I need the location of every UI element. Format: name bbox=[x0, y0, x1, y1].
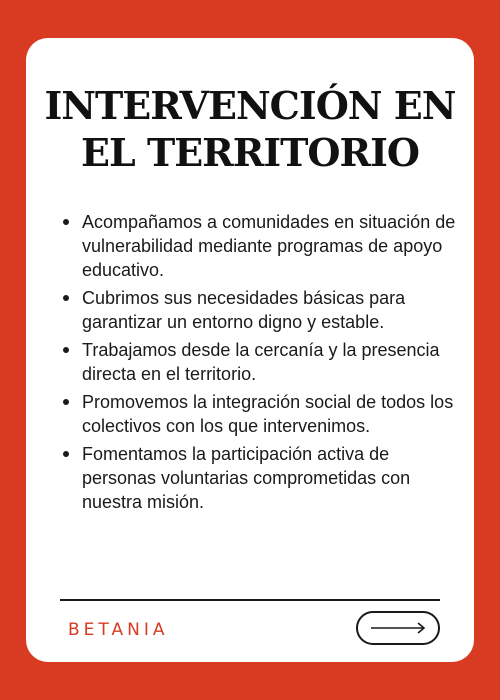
list-item bbox=[82, 286, 460, 334]
list-item bbox=[82, 442, 460, 514]
list-item-text: Cubrimos sus necesidades básicas para garantizar un entorno digno y estable. bbox=[82, 288, 406, 332]
title-line-2: EL TERRITORIO bbox=[81, 130, 419, 175]
bullet-dot-icon bbox=[63, 451, 69, 457]
list-item-text: Trabajamos desde la cercanía y la presencia directa en el territorio. bbox=[82, 340, 440, 384]
content-card bbox=[26, 38, 474, 662]
list-item bbox=[82, 390, 460, 438]
bullet-dot-icon bbox=[63, 399, 69, 405]
bullet-dot-icon bbox=[63, 219, 69, 225]
list-item-text: Fomentamos la participación activa de personas voluntarias comprometidas con nuestra misión. bbox=[82, 444, 411, 512]
page-title bbox=[26, 82, 474, 176]
title-line-1: INTERVENCIÓN EN bbox=[44, 83, 456, 128]
arrow-right-icon bbox=[369, 621, 427, 635]
footer-divider bbox=[60, 599, 440, 601]
next-button[interactable] bbox=[356, 611, 440, 645]
bullet-dot-icon bbox=[63, 347, 69, 353]
list-item-text: Acompañamos a comunidades en situación de vulnerabilidad mediante programas de apoyo educativo. bbox=[82, 212, 456, 280]
list-item bbox=[82, 210, 460, 282]
bullet-list bbox=[82, 210, 460, 518]
list-item-text: Promovemos la integración social de todos los colectivos con los que intervenimos. bbox=[82, 392, 454, 436]
list-item bbox=[82, 338, 460, 386]
bullet-dot-icon bbox=[63, 295, 69, 301]
brand-logo: BETANIA bbox=[68, 620, 169, 640]
